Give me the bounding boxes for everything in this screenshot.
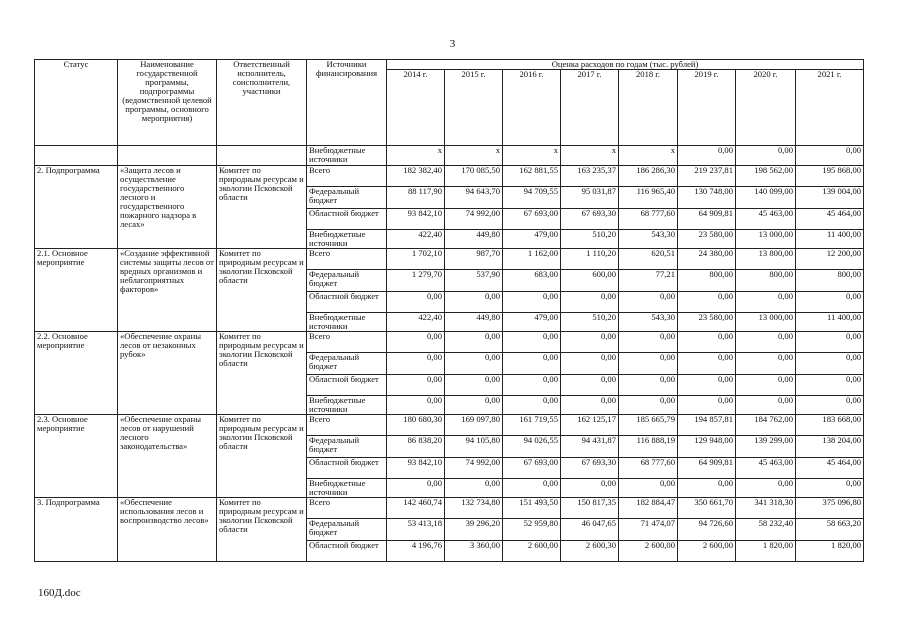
value-cell: 170 085,50: [445, 166, 503, 187]
table-row: [35, 166, 864, 187]
value-cell: 0,00: [445, 479, 503, 498]
value-cell: 94 643,70: [445, 187, 503, 209]
value-cell: 162 881,55: [503, 166, 561, 187]
value-cell: x: [503, 146, 561, 166]
value-cell: 13 800,00: [736, 249, 796, 270]
value-cell: 0,00: [387, 375, 445, 396]
value-cell: 71 474,07: [619, 519, 678, 541]
value-cell: 0,00: [503, 353, 561, 375]
value-cell: 12 200,00: [796, 249, 864, 270]
value-cell: 0,00: [445, 353, 503, 375]
value-cell: x: [619, 146, 678, 166]
value-cell: 67 693,00: [503, 458, 561, 479]
funding-source-cell: Областной бюджет: [307, 458, 387, 479]
value-cell: 1 279,70: [387, 270, 445, 292]
value-cell: 139 299,00: [736, 436, 796, 458]
funding-source-cell: Внебюджетные источники: [307, 313, 387, 332]
value-cell: 0,00: [387, 396, 445, 415]
value-cell: 182 884,47: [619, 498, 678, 519]
value-cell: 139 004,00: [796, 187, 864, 209]
page-number: 3: [449, 38, 456, 50]
value-cell: 800,00: [796, 270, 864, 292]
funding-source-cell: Всего: [307, 498, 387, 519]
value-cell: 0,00: [736, 146, 796, 166]
status-cell: 3. Подпрограмма: [35, 498, 118, 562]
program-name-cell: «Обеспечение охраны лесов от нарушений лесного законодательства»: [118, 415, 217, 498]
value-cell: 0,00: [619, 353, 678, 375]
header-funding-sources: Источники финансирования: [307, 60, 387, 146]
value-cell: 987,70: [445, 249, 503, 270]
value-cell: 0,00: [678, 375, 736, 396]
value-cell: 2 600,00: [678, 541, 736, 562]
value-cell: 58 663,20: [796, 519, 864, 541]
status-cell: 2.3. Основное мероприятие: [35, 415, 118, 498]
value-cell: 0,00: [796, 396, 864, 415]
value-cell: 0,00: [503, 332, 561, 353]
value-cell: 0,00: [561, 396, 619, 415]
value-cell: 422,40: [387, 230, 445, 249]
value-cell: 0,00: [736, 332, 796, 353]
value-cell: 94 726,60: [678, 519, 736, 541]
header-year: 2020 г.: [736, 70, 796, 146]
value-cell: 0,00: [503, 292, 561, 313]
value-cell: 0,00: [678, 479, 736, 498]
value-cell: 2 600,00: [619, 541, 678, 562]
value-cell: 64 909,81: [678, 209, 736, 230]
value-cell: 0,00: [445, 292, 503, 313]
header-program-name: Наименование государственной программы, подпрограммы (ведомственной целевой программы, основного мероприятия): [118, 60, 217, 146]
value-cell: 129 948,00: [678, 436, 736, 458]
value-cell: 0,00: [619, 396, 678, 415]
value-cell: 184 762,00: [736, 415, 796, 436]
value-cell: 219 237,81: [678, 166, 736, 187]
value-cell: 1 110,20: [561, 249, 619, 270]
value-cell: 46 047,65: [561, 519, 619, 541]
value-cell: 77,21: [619, 270, 678, 292]
funding-source-cell: Федеральный бюджет: [307, 187, 387, 209]
funding-source-cell: Внебюджетные источники: [307, 396, 387, 415]
value-cell: 0,00: [678, 332, 736, 353]
status-cell: 2.1. Основное мероприятие: [35, 249, 118, 332]
value-cell: 2 600,00: [503, 541, 561, 562]
funding-source-cell: Федеральный бюджет: [307, 436, 387, 458]
value-cell: 0,00: [678, 396, 736, 415]
executor-cell: Комитет по природным ресурсам и экологии Псковской области: [217, 249, 307, 332]
value-cell: 543,30: [619, 313, 678, 332]
value-cell: 4 196,76: [387, 541, 445, 562]
value-cell: 375 096,80: [796, 498, 864, 519]
status-cell: 2.2. Основное мероприятие: [35, 332, 118, 415]
value-cell: 422,40: [387, 313, 445, 332]
value-cell: 53 413,18: [387, 519, 445, 541]
value-cell: 0,00: [796, 332, 864, 353]
value-cell: 11 400,00: [796, 230, 864, 249]
value-cell: 64 909,81: [678, 458, 736, 479]
executor-cell: Комитет по природным ресурсам и экологии Псковской области: [217, 166, 307, 249]
value-cell: 0,00: [561, 292, 619, 313]
footer-filename: 160Д.doc: [38, 587, 81, 599]
value-cell: 620,51: [619, 249, 678, 270]
value-cell: 116 888,19: [619, 436, 678, 458]
header-year: 2017 г.: [561, 70, 619, 146]
value-cell: 479,00: [503, 230, 561, 249]
program-name-cell: «Защита лесов и осуществление государственного лесного и государственного пожарного надзора в лесах»: [118, 166, 217, 249]
value-cell: 198 562,00: [736, 166, 796, 187]
executor-cell: [217, 146, 307, 166]
value-cell: 45 464,00: [796, 209, 864, 230]
value-cell: 68 777,60: [619, 458, 678, 479]
value-cell: 194 857,81: [678, 415, 736, 436]
value-cell: 341 318,30: [736, 498, 796, 519]
value-cell: 94 026,55: [503, 436, 561, 458]
value-cell: 0,00: [503, 479, 561, 498]
value-cell: 183 668,00: [796, 415, 864, 436]
value-cell: 195 868,00: [796, 166, 864, 187]
header-expense-estimate: Оценка расходов по годам (тыс. рублей): [387, 60, 864, 70]
value-cell: 0,00: [445, 375, 503, 396]
table-row: [35, 146, 864, 166]
value-cell: 23 580,00: [678, 313, 736, 332]
table-row: [35, 332, 864, 353]
funding-source-cell: Внебюджетные источники: [307, 479, 387, 498]
value-cell: 449,80: [445, 313, 503, 332]
value-cell: 600,00: [561, 270, 619, 292]
value-cell: 13 000,00: [736, 230, 796, 249]
funding-source-cell: Областной бюджет: [307, 375, 387, 396]
executor-cell: Комитет по природным ресурсам и экологии Псковской области: [217, 415, 307, 498]
funding-source-cell: Всего: [307, 166, 387, 187]
value-cell: 543,30: [619, 230, 678, 249]
value-cell: 138 204,00: [796, 436, 864, 458]
status-cell: 2. Подпрограмма: [35, 166, 118, 249]
funding-source-cell: Внебюджетные источники: [307, 146, 387, 166]
value-cell: 94 431,87: [561, 436, 619, 458]
value-cell: 0,00: [619, 292, 678, 313]
header-executor: Ответственный исполнитель, соисполнители, участники: [217, 60, 307, 146]
value-cell: 1 702,10: [387, 249, 445, 270]
value-cell: 0,00: [445, 396, 503, 415]
value-cell: 1 820,00: [736, 541, 796, 562]
value-cell: x: [445, 146, 503, 166]
value-cell: 0,00: [796, 292, 864, 313]
value-cell: 13 000,00: [736, 313, 796, 332]
value-cell: 1 820,00: [796, 541, 864, 562]
value-cell: 2 600,30: [561, 541, 619, 562]
header-year: 2016 г.: [503, 70, 561, 146]
table-row: [35, 249, 864, 270]
value-cell: 169 097,80: [445, 415, 503, 436]
value-cell: 0,00: [619, 375, 678, 396]
value-cell: 68 777,60: [619, 209, 678, 230]
table-row: [35, 498, 864, 519]
value-cell: 94 105,80: [445, 436, 503, 458]
value-cell: 0,00: [736, 479, 796, 498]
value-cell: 0,00: [796, 479, 864, 498]
value-cell: 0,00: [736, 396, 796, 415]
value-cell: 151 493,50: [503, 498, 561, 519]
funding-source-cell: Всего: [307, 415, 387, 436]
value-cell: 0,00: [796, 353, 864, 375]
value-cell: 800,00: [678, 270, 736, 292]
funding-source-cell: Внебюджетные источники: [307, 230, 387, 249]
value-cell: 0,00: [561, 375, 619, 396]
value-cell: 45 463,00: [736, 458, 796, 479]
value-cell: 0,00: [678, 146, 736, 166]
value-cell: 11 400,00: [796, 313, 864, 332]
value-cell: 74 992,00: [445, 458, 503, 479]
value-cell: 24 380,00: [678, 249, 736, 270]
value-cell: 0,00: [678, 353, 736, 375]
value-cell: 0,00: [796, 375, 864, 396]
budget-table: [34, 59, 864, 562]
value-cell: 3 360,00: [445, 541, 503, 562]
value-cell: 800,00: [736, 270, 796, 292]
value-cell: 162 125,17: [561, 415, 619, 436]
budget-table-body: [35, 146, 864, 562]
header-year: 2018 г.: [619, 70, 678, 146]
funding-source-cell: Областной бюджет: [307, 292, 387, 313]
header-year: 2015 г.: [445, 70, 503, 146]
value-cell: 0,00: [678, 292, 736, 313]
funding-source-cell: Федеральный бюджет: [307, 270, 387, 292]
header-year: 2021 г.: [796, 70, 864, 146]
value-cell: 185 665,79: [619, 415, 678, 436]
value-cell: 130 748,00: [678, 187, 736, 209]
value-cell: 23 580,00: [678, 230, 736, 249]
value-cell: 116 965,40: [619, 187, 678, 209]
value-cell: 0,00: [619, 479, 678, 498]
value-cell: 0,00: [619, 332, 678, 353]
value-cell: 52 959,80: [503, 519, 561, 541]
header-year: 2014 г.: [387, 70, 445, 146]
value-cell: 449,80: [445, 230, 503, 249]
value-cell: 0,00: [503, 396, 561, 415]
value-cell: 510,20: [561, 230, 619, 249]
funding-source-cell: Областной бюджет: [307, 209, 387, 230]
status-cell: [35, 146, 118, 166]
value-cell: 67 693,30: [561, 458, 619, 479]
value-cell: 0,00: [503, 375, 561, 396]
funding-source-cell: Федеральный бюджет: [307, 353, 387, 375]
funding-source-cell: Федеральный бюджет: [307, 519, 387, 541]
value-cell: 86 838,20: [387, 436, 445, 458]
value-cell: 39 296,20: [445, 519, 503, 541]
program-name-cell: «Обеспечение охраны лесов от незаконных рубок»: [118, 332, 217, 415]
value-cell: 93 842,10: [387, 209, 445, 230]
value-cell: 0,00: [387, 479, 445, 498]
value-cell: 180 680,30: [387, 415, 445, 436]
value-cell: 161 719,55: [503, 415, 561, 436]
value-cell: 0,00: [736, 375, 796, 396]
value-cell: x: [387, 146, 445, 166]
table-row: [35, 415, 864, 436]
value-cell: 150 817,35: [561, 498, 619, 519]
value-cell: 683,00: [503, 270, 561, 292]
value-cell: 67 693,30: [561, 209, 619, 230]
value-cell: 350 661,70: [678, 498, 736, 519]
funding-source-cell: Областной бюджет: [307, 541, 387, 562]
value-cell: 132 734,80: [445, 498, 503, 519]
value-cell: 88 117,90: [387, 187, 445, 209]
value-cell: 0,00: [796, 146, 864, 166]
executor-cell: Комитет по природным ресурсам и экологии Псковской области: [217, 498, 307, 562]
value-cell: 45 464,00: [796, 458, 864, 479]
value-cell: 0,00: [387, 292, 445, 313]
value-cell: 182 382,40: [387, 166, 445, 187]
value-cell: 186 286,30: [619, 166, 678, 187]
value-cell: 0,00: [736, 353, 796, 375]
value-cell: 67 693,00: [503, 209, 561, 230]
funding-source-cell: Всего: [307, 249, 387, 270]
value-cell: 93 842,10: [387, 458, 445, 479]
value-cell: 0,00: [736, 292, 796, 313]
value-cell: 479,00: [503, 313, 561, 332]
value-cell: 0,00: [445, 332, 503, 353]
value-cell: 0,00: [387, 353, 445, 375]
value-cell: 0,00: [561, 479, 619, 498]
value-cell: 510,20: [561, 313, 619, 332]
value-cell: 142 460,74: [387, 498, 445, 519]
value-cell: 537,90: [445, 270, 503, 292]
value-cell: 1 162,00: [503, 249, 561, 270]
value-cell: 0,00: [561, 353, 619, 375]
value-cell: 0,00: [387, 332, 445, 353]
value-cell: x: [561, 146, 619, 166]
program-name-cell: «Создание эффективной системы защиты лесов от вредных организмов и неблагоприятных факторов»: [118, 249, 217, 332]
value-cell: 45 463,00: [736, 209, 796, 230]
value-cell: 140 099,00: [736, 187, 796, 209]
program-name-cell: «Обеспечение использования лесов и воспроизводство лесов»: [118, 498, 217, 562]
header-status: Статус: [35, 60, 118, 146]
value-cell: 94 709,55: [503, 187, 561, 209]
value-cell: 0,00: [561, 332, 619, 353]
header-year: 2019 г.: [678, 70, 736, 146]
value-cell: 74 992,00: [445, 209, 503, 230]
program-name-cell: [118, 146, 217, 166]
value-cell: 58 232,40: [736, 519, 796, 541]
executor-cell: Комитет по природным ресурсам и экологии Псковской области: [217, 332, 307, 415]
funding-source-cell: Всего: [307, 332, 387, 353]
value-cell: 163 235,37: [561, 166, 619, 187]
value-cell: 95 031,87: [561, 187, 619, 209]
